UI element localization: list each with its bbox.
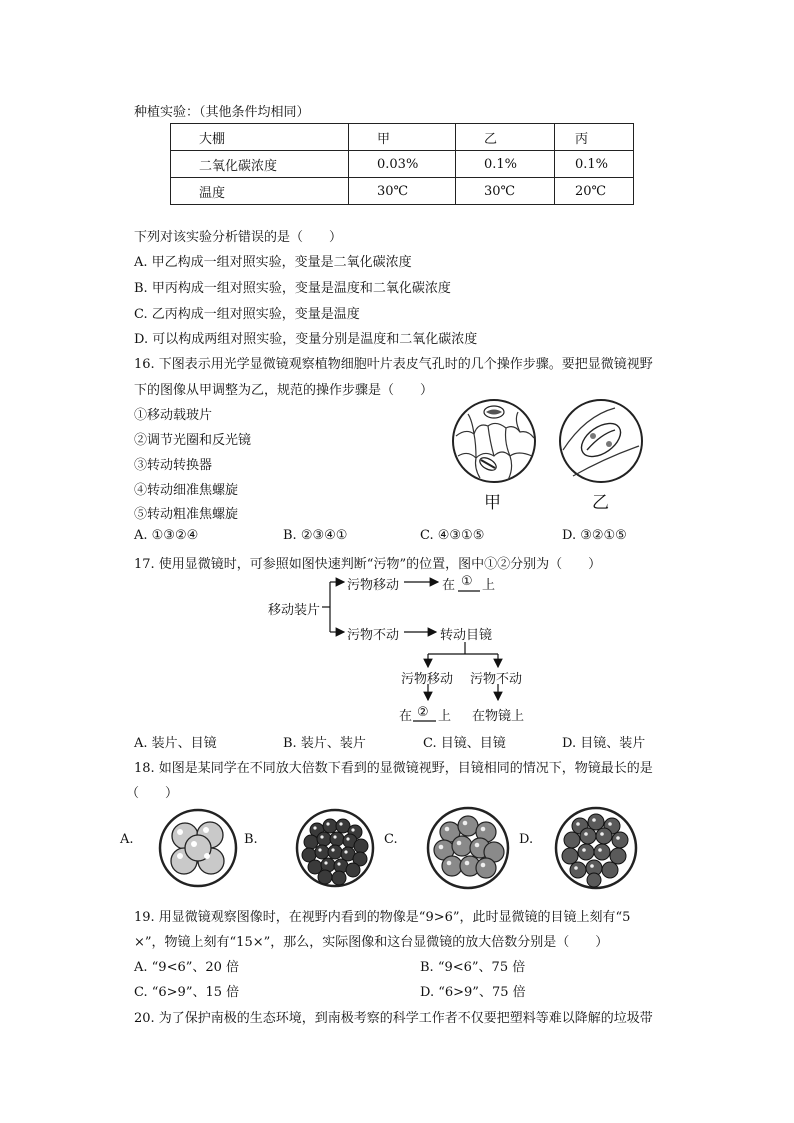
q15-option-c: C. 乙丙构成一组对照实验，变量是温度: [134, 307, 360, 322]
table-cell: 大棚: [171, 124, 349, 151]
table-cell: 20℃: [555, 178, 634, 205]
flow-on-1-pre: 在: [442, 578, 456, 593]
label-yi: 乙: [592, 493, 609, 513]
table-cell: 0.1%: [555, 151, 634, 178]
table-cell: 0.03%: [349, 151, 456, 178]
q16-option-a: A. ①③②④: [134, 528, 199, 543]
flow-moves-1: 污物移动: [347, 578, 400, 593]
q18-label-b: B.: [244, 832, 258, 847]
flow-on-2-post: 上: [438, 709, 452, 724]
q17-option-d: D. 目镜、装片: [562, 736, 646, 751]
table-cell: 温度: [171, 178, 349, 205]
table-cell: 30℃: [349, 178, 456, 205]
flow-still-2: 污物不动: [470, 672, 523, 687]
table-cell: 0.1%: [456, 151, 555, 178]
q16-stem-line1: 16. 下图表示用光学显微镜观察植物细胞叶片表皮气孔时的几个操作步骤。要把显微镜视野: [134, 357, 653, 372]
q18-label-d: D.: [519, 832, 534, 847]
q16-step: ②调节光圈和反光镜: [134, 433, 252, 448]
q17-option-b: B. 装片、装片: [283, 736, 366, 751]
q19-option-d: D. “6>9”、75 倍: [420, 985, 526, 1000]
flow-on-2-pre: 在: [399, 709, 413, 724]
q17-option-a: A. 装片、目镜: [134, 736, 217, 751]
field-c-figure: [426, 806, 510, 890]
q18-label-a: A.: [120, 832, 134, 847]
q19-stem-line1: 19. 用显微镜观察图像时，在视野内看到的物像是“9>6”，此时显微镜的目镜上刻有“5: [134, 910, 631, 925]
intro-text: 种植实验：（其他条件均相同）: [134, 105, 310, 120]
q15-stem: 下列对该实验分析错误的是（ ）: [134, 230, 343, 245]
field-d-figure: [554, 806, 638, 890]
q15-option-b: B. 甲丙构成一组对照实验，变量是温度和二氧化碳浓度: [134, 281, 451, 296]
q18-label-c: C.: [384, 832, 398, 847]
q16-option-c: C. ④③①⑤: [420, 528, 485, 543]
label-jia: 甲: [484, 493, 501, 513]
flow-on-1-num: ①: [461, 574, 473, 589]
flow-still-1: 污物不动: [347, 628, 400, 643]
q19-option-a: A. “9<6”、20 倍: [134, 960, 240, 975]
q19-stem-line2: ×”，物镜上刻有“15×”，那么，实际图像和这台显微镜的放大倍数分别是（ ）: [134, 935, 609, 950]
flow-turn-eyepiece: 转动目镜: [440, 628, 493, 643]
flow-on-1-post: 上: [482, 578, 496, 593]
q17-option-c: C. 目镜、目镜: [423, 736, 506, 751]
table-cell: 甲: [349, 124, 456, 151]
table-cell: 乙: [456, 124, 555, 151]
q16-option-d: D. ③②①⑤: [562, 528, 627, 543]
flow-root: 移动装片: [268, 603, 321, 618]
q19-option-b: B. “9<6”、75 倍: [420, 960, 526, 975]
flow-on-2-num: ②: [417, 705, 429, 720]
table-cell: 丙: [555, 124, 634, 151]
q18-stem-line2: （ ）: [126, 786, 179, 801]
q16-option-b: B. ②③④①: [283, 528, 348, 543]
q15-option-d: D. 可以构成两组对照实验，变量分别是温度和二氧化碳浓度: [134, 332, 478, 347]
field-a-figure: [158, 808, 238, 888]
flow-moves-2: 污物移动: [401, 672, 454, 687]
q16-step: ①移动载玻片: [134, 408, 213, 423]
q16-stem-line2: 下的图像从甲调整为乙，规范的操作步骤是（ ）: [134, 383, 434, 398]
q15-option-a: A. 甲乙构成一组对照实验，变量是二氧化碳浓度: [134, 255, 412, 270]
field-b-figure: [295, 808, 375, 888]
q16-step: ⑤转动粗准焦螺旋: [134, 507, 239, 522]
flow-objective: 在物镜上: [472, 709, 525, 724]
table-cell: 二氧化碳浓度: [171, 151, 349, 178]
q17-stem: 17. 使用显微镜时，可参照如图快速判断“污物”的位置，图中①②分别为（ ）: [134, 557, 602, 572]
q16-step: ④转动细准焦螺旋: [134, 483, 239, 498]
q16-step: ③转动转换器: [134, 458, 213, 473]
q20-stem-line1: 20. 为了保护南极的生态环境，到南极考察的科学工作者不仅要把塑料等难以降解的垃圾带: [134, 1011, 653, 1026]
table-cell: 30℃: [456, 178, 555, 205]
q19-option-c: C. “6>9”、15 倍: [134, 985, 240, 1000]
q18-stem-line1: 18. 如图是某同学在不同放大倍数下看到的显微镜视野，目镜相同的情况下，物镜最长的是: [134, 761, 653, 776]
